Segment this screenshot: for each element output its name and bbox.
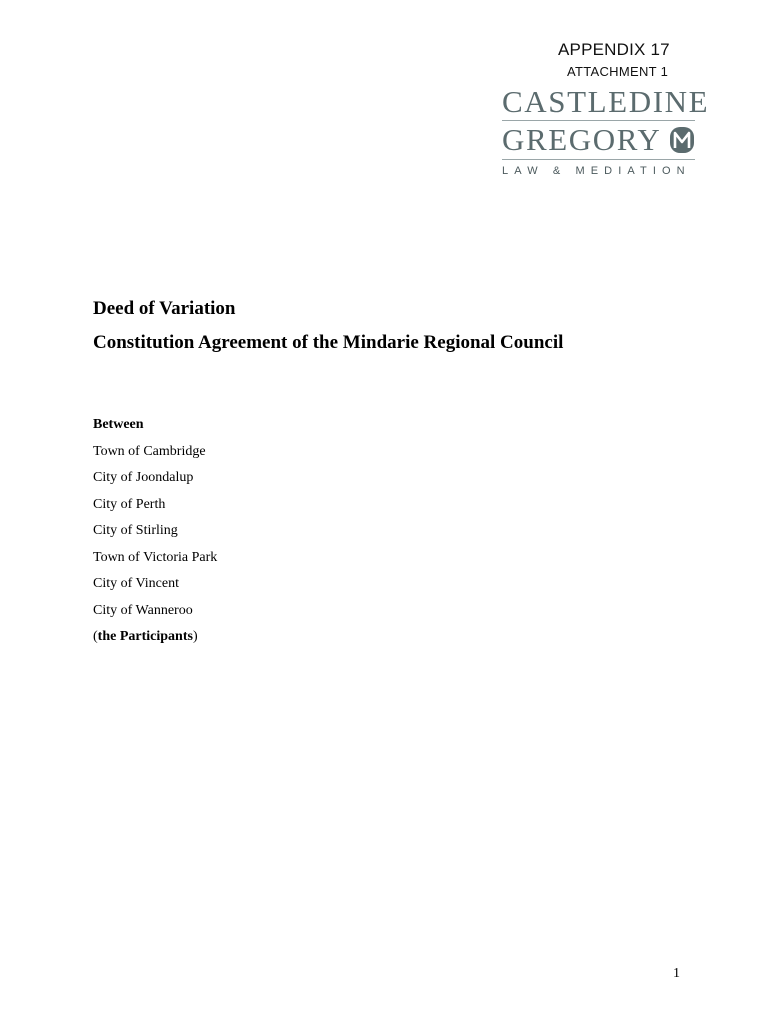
parties-block [93, 416, 217, 655]
defined-term: the Participants [97, 629, 193, 644]
definition-open-paren: ( [93, 629, 98, 644]
appendix-label: APPENDIX 17 [558, 40, 670, 59]
firm-logo [502, 84, 710, 182]
party-item: City of Stirling [93, 523, 178, 538]
logo-tagline: LAW & MEDIATION [502, 165, 691, 177]
document-title: Deed of Variation [93, 298, 236, 319]
definition-close-paren: ) [192, 629, 198, 644]
party-item: Town of Victoria Park [93, 549, 218, 565]
party-item: Town of Cambridge [93, 443, 206, 459]
party-item: City of Vincent [93, 576, 180, 591]
between-label: Between [93, 417, 144, 432]
attachment-label: ATTACHMENT 1 [567, 64, 669, 79]
logo-rule-bottom [502, 159, 695, 160]
participants-definition [93, 628, 217, 655]
party-item: City of Perth [93, 496, 166, 512]
logo-monogram-icon [669, 126, 695, 154]
document-subtitle: Constitution Agreement of the Mindarie Regional Council [93, 332, 564, 353]
logo-wordmark-line1: CASTLEDINE [502, 84, 710, 119]
party-item: City of Joondalup [93, 470, 194, 485]
page-number: 1 [673, 966, 680, 981]
logo-rule-top [502, 120, 695, 121]
party-item: City of Wanneroo [93, 602, 193, 618]
logo-wordmark-line2: GREGORY [502, 122, 662, 157]
